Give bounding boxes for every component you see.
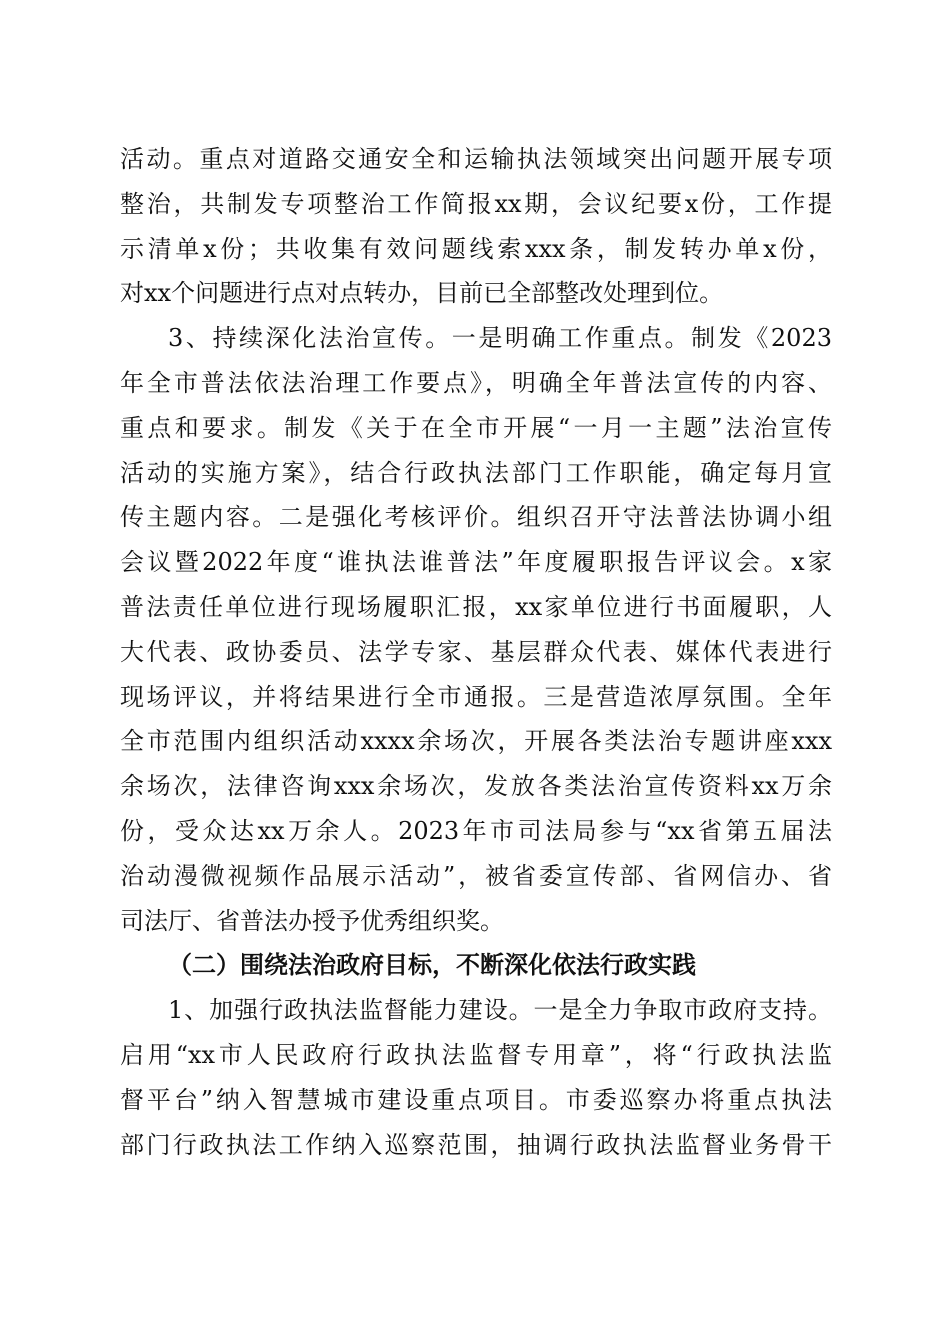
text-line: 司法厅、省普法办授予优秀组织奖。 — [120, 906, 504, 935]
text-line: 现场评议，并将结果进行全市通报。三是营造浓厚氛围。全年 — [120, 682, 832, 711]
text-line: 全市范围内组织活动xxxx余场次，开展各类法治专题讲座xxx — [120, 727, 832, 756]
text-line: 余场次，法律咨询xxx余场次，发放各类法治宣传资料xx万余 — [120, 772, 832, 801]
text-line: 示清单x份；共收集有效问题线索xxx条，制发转办单x份， — [120, 234, 832, 263]
text-line: 活动。重点对道路交通安全和运输执法领域突出问题开展专项 — [120, 145, 832, 173]
text-line: 对xx个问题进行点对点转办，目前已全部整改处理到位。 — [120, 279, 724, 308]
document-body — [120, 137, 832, 1167]
text-line: 重点和要求。制发《关于在全市开展“一月一主题”法治宣传 — [120, 413, 832, 442]
text-line: 活动的实施方案》，结合行政执法部门工作职能，确定每月宣 — [120, 458, 832, 487]
text-line: 部门行政执法工作纳入巡察范围，抽调行政执法监督业务骨干 — [120, 1130, 832, 1159]
text-line: 督平台”纳入智慧城市建设重点项目。市委巡察办将重点执法 — [120, 1085, 832, 1114]
text-line: 份，受众达xx万余人。2023年市司法局参与“xx省第五届法 — [120, 816, 832, 845]
section-heading: （二）围绕法治政府目标，不断深化依法行政实践 — [168, 950, 696, 980]
paragraph-start-line: 1、加强行政执法监督能力建设。一是全力争取市政府支持。 — [168, 996, 832, 1025]
text-line: 传主题内容。二是强化考核评价。组织召开守法普法协调小组 — [120, 503, 832, 532]
text-line: 启用“xx市人民政府行政执法监督专用章”，将“行政执法监 — [120, 1040, 832, 1069]
text-line: 会议暨2022年度“谁执法谁普法”年度履职报告评议会。x家 — [120, 548, 832, 577]
text-line: 治动漫微视频作品展示活动”，被省委宣传部、省网信办、省 — [120, 861, 832, 890]
text-line: 大代表、政协委员、法学专家、基层群众代表、媒体代表进行 — [120, 637, 832, 666]
paragraph-start-line: 3、持续深化法治宣传。一是明确工作重点。制发《2023 — [168, 324, 832, 353]
text-line: 普法责任单位进行现场履职汇报，xx家单位进行书面履职，人 — [120, 592, 832, 621]
text-line: 整治，共制发专项整治工作简报xx期，会议纪要x份，工作提 — [120, 189, 832, 218]
text-line: 年全市普法依法治理工作要点》，明确全年普法宣传的内容、 — [120, 368, 832, 397]
